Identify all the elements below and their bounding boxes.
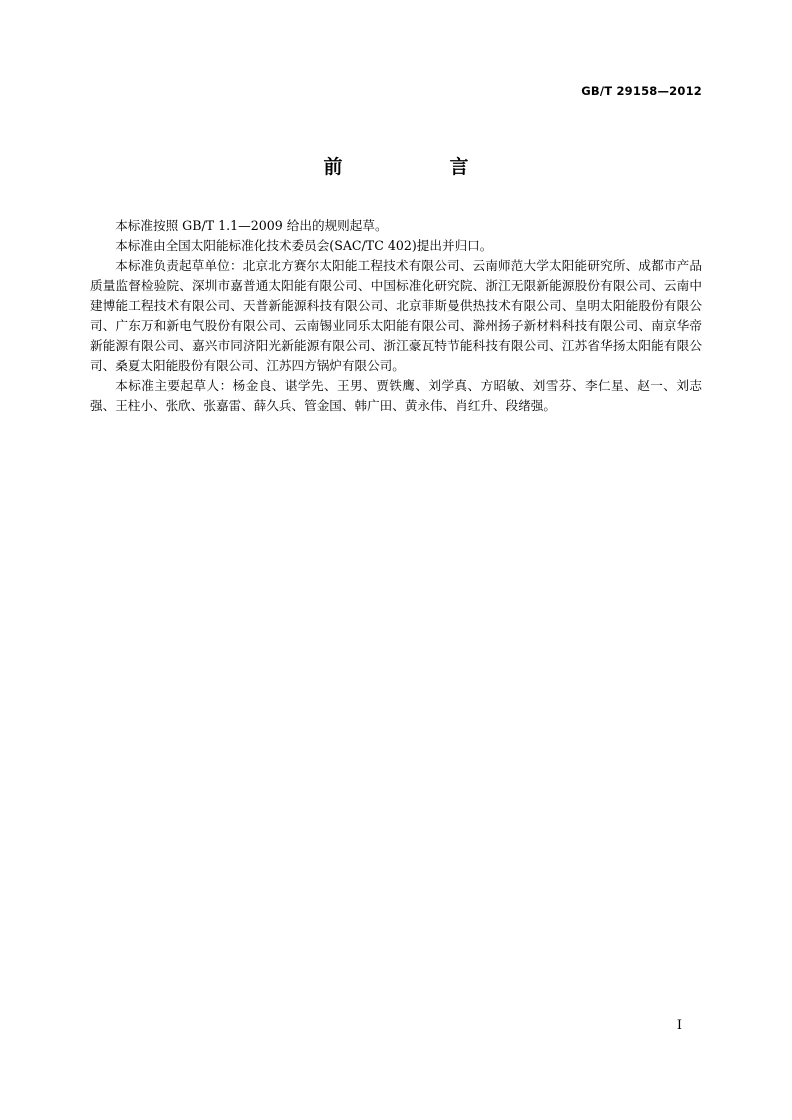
paragraph-drafting-rules: 本标准按照 GB/T 1.1—2009 给出的规则起草。: [115, 218, 388, 233]
foreword-body: [90, 216, 702, 416]
paragraph-drafters: 本标准主要起草人：杨金良、谌学先、王男、贾铁鹰、刘学真、方昭敏、刘雪芬、李仁星、赵一、刘志强、王柱小、张欣、张嘉雷、薛久兵、管金国、韩广田、黄永伟、肖红升、段绪强。: [90, 378, 702, 413]
page-title: 前 言: [323, 156, 513, 178]
paragraph-drafting-units: 本标准负责起草单位：北京北方赛尔太阳能工程技术有限公司、云南师范大学太阳能研究所、成都市产品质量监督检验院、深圳市嘉普通太阳能有限公司、中国标准化研究院、浙江无限新能源股份有限公司、云南中建博能工程技术有限公司、天普新能源科技有限公司、北京菲斯曼供热技术有限公司、皇明太阳能股份有限公司、广东万和新电气股份有限公司、云南锡业同乐太阳能有限公司、滁州扬子新材料科技有限公司、南京华帝新能源有限公司、嘉兴市同济阳光新能源有限公司、浙江豪瓦特节能科技有限公司、江苏省华扬太阳能有限公司、桑夏太阳能股份有限公司、江苏四方锅炉有限公司。: [90, 258, 702, 373]
standard-code: GB/T 29158—2012: [581, 84, 702, 98]
paragraph-proposer: 本标准由全国太阳能标准化技术委员会(SAC/TC 402)提出并归口。: [115, 238, 493, 253]
page-number: I: [676, 1018, 682, 1033]
